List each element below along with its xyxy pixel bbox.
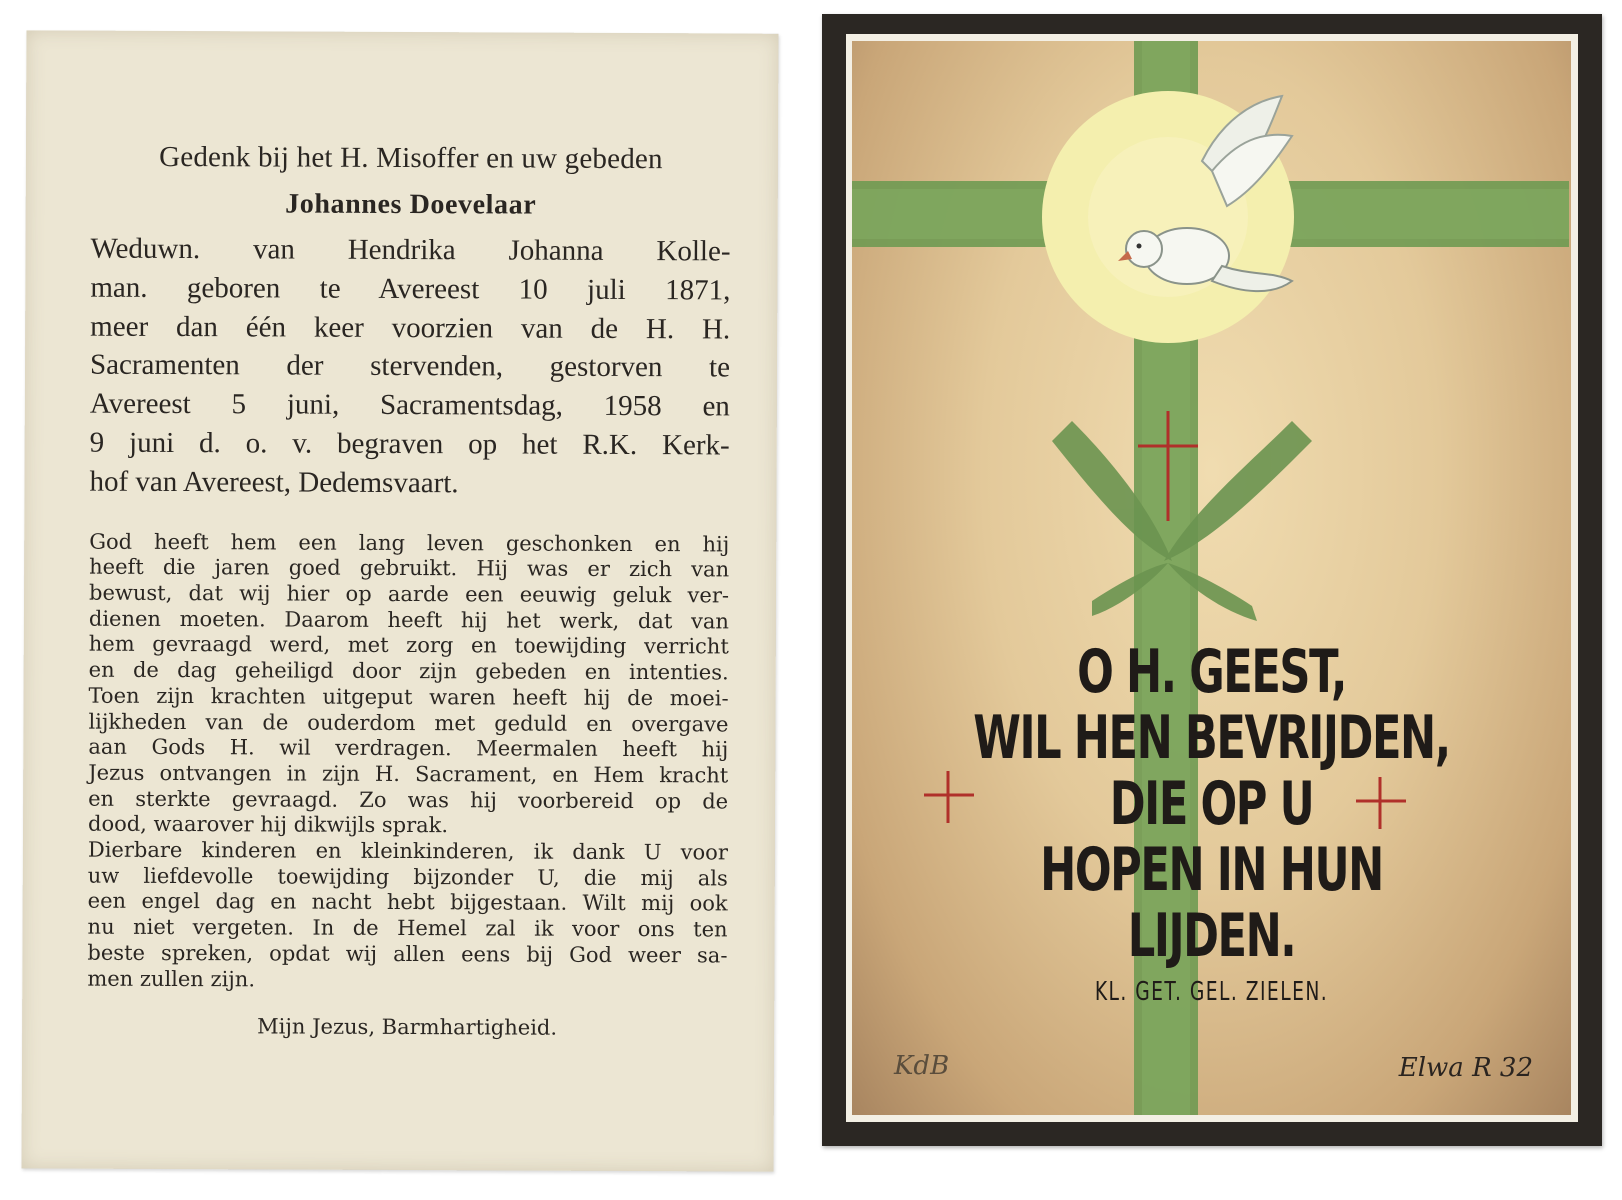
memorial-line: men zullen zijn. <box>87 966 256 991</box>
verse-abbreviation: KL. GET. GEL. ZIELEN. <box>1094 977 1329 1007</box>
bio-line: meer dan één keer voorzien van de H. H. <box>90 310 731 346</box>
verse-line: HOPEN IN HUN LIJDEN. <box>1040 835 1383 971</box>
memorial-text <box>87 529 729 994</box>
memorial-line: uw liefdevolle toewijding bijzonder U, die mij als <box>87 863 728 891</box>
memorial-line: nu niet vergeten. In de Hemel zal ik voor ons ten <box>87 914 728 942</box>
bio-line: Avereest 5 juni, Sacramentsdag, 1958 en <box>89 387 730 423</box>
bio-line: Weduwn. van Hendrika Johanna Kolle- <box>90 232 731 268</box>
card-text-block <box>87 141 731 1062</box>
biography <box>89 230 730 504</box>
memorial-line: Dierbare kinderen en kleinkinderen, ik dank U voor <box>87 837 728 865</box>
memorial-line: hem gevraagd werd, met zorg en toewijding verricht <box>88 632 729 659</box>
card-heading: Gedenk bij het H. Misoffer en uw gebeden <box>159 140 663 176</box>
memorial-line: aan Gods H. wil verdragen. Meermalen heeft hij <box>88 734 729 762</box>
memorial-line: en sterkte gevraagd. Zo was hij voorbereid op de <box>88 786 729 814</box>
illustration <box>852 41 1571 1115</box>
memorial-line: Toen zijn krachten uitgeput waren heeft hij de moei- <box>88 683 729 711</box>
publisher-mark: Elwa R 32 <box>1398 1053 1533 1083</box>
verse <box>953 639 1471 1007</box>
artist-signature: KdB <box>894 1051 950 1081</box>
verse-line: O H. GEEST, <box>1077 637 1346 707</box>
memorial-line: heeft die jaren goed gebruikt. Hij was er zich van <box>89 554 730 582</box>
closing-prayer: Mijn Jezus, Barmhartigheid. <box>257 1014 558 1040</box>
verse-line: DIE OP U <box>1109 769 1314 839</box>
card-inner-border <box>846 34 1578 1122</box>
memorial-line: dood, waarover hij dikwijls sprak. <box>87 811 449 838</box>
memorial-line: beste spreken, opdat wij allen eens bij God weer sa- <box>87 940 728 968</box>
memorial-line: God heeft hem een lang leven geschonken en hij <box>89 529 730 557</box>
bio-line: 9 juni d. o. v. begraven op het R.K. Kerk- <box>89 426 730 462</box>
bio-line: man. geboren te Avereest 10 juli 1871, <box>90 271 731 307</box>
memorial-line: dienen moeten. Daarom heeft hij het werk, dat van <box>88 606 729 634</box>
memorial-line: bewust, dat wij hier op aarde een eeuwig geluk ver- <box>88 580 730 608</box>
memorial-card-image-side <box>822 14 1602 1146</box>
memorial-line: een engel dag en nacht hebt bijgestaan. Wilt mij ook <box>87 889 728 916</box>
bio-line: hof van Avereest, Dedemsvaart. <box>89 465 459 500</box>
verse-line: WIL HEN BEVRIJDEN, <box>973 703 1450 773</box>
memorial-line: Jezus ontvangen in zijn H. Sacrament, en Hem kracht <box>88 760 729 788</box>
deceased-name: Johannes Doevelaar <box>285 188 537 221</box>
memorial-card-text-side <box>22 30 779 1171</box>
bio-line: Sacramenten der stervenden, gestorven te <box>89 349 731 384</box>
memorial-line: en de dag geheiligd door zijn gebeden en intenties. <box>88 657 729 685</box>
memorial-line: lijkheden van de ouderdom met geduld en overgave <box>88 709 729 736</box>
